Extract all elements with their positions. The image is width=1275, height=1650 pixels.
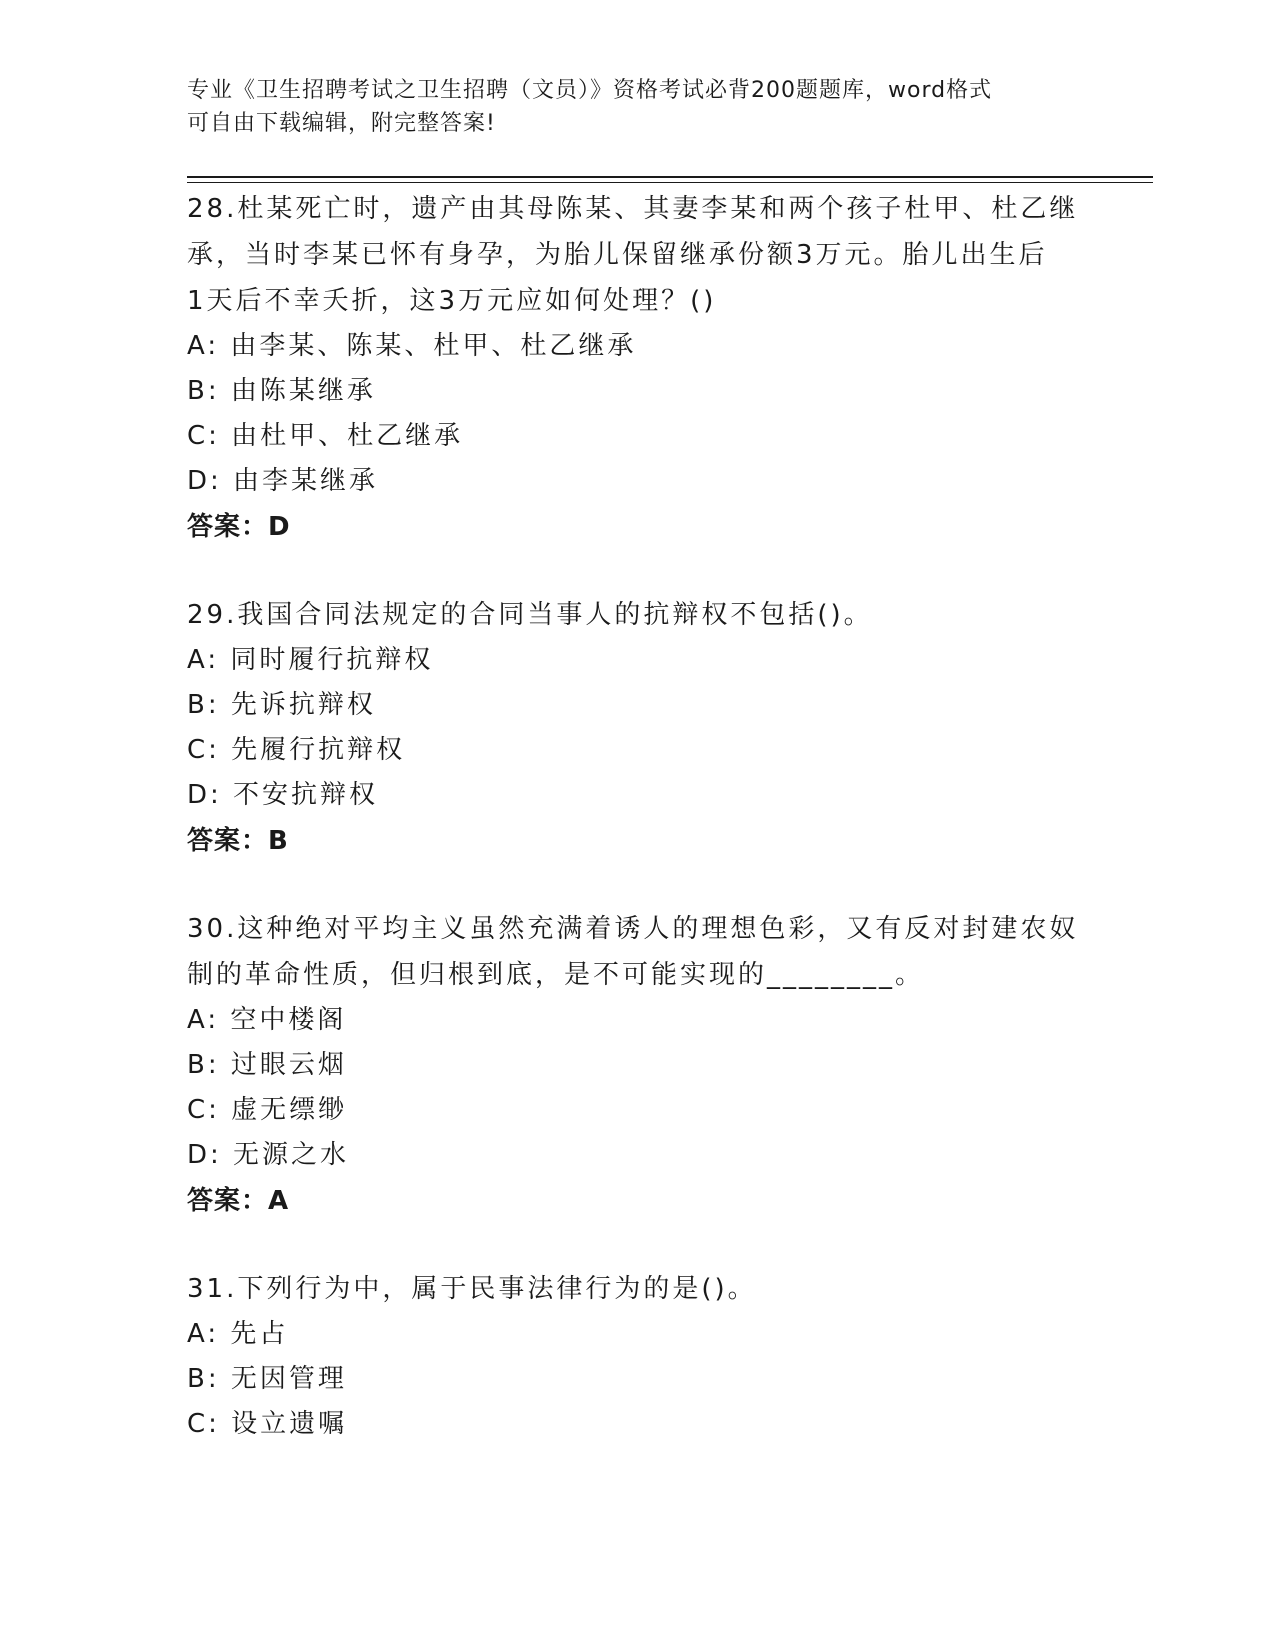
option-a: A: 由李某、陈某、杜甲、杜乙继承 — [187, 331, 637, 361]
question-stem — [187, 906, 1087, 998]
question-30 — [187, 906, 1087, 1224]
question-28 — [187, 186, 1087, 550]
option-c: C: 虚无缥缈 — [187, 1095, 348, 1125]
question-stem — [187, 1266, 1087, 1312]
header-line-1: 专业《卫生招聘考试之卫生招聘（文员）》资格考试必背200题题库，word格式 — [187, 78, 993, 103]
option-d: D: 不安抗辩权 — [187, 780, 379, 810]
question-29 — [187, 592, 1087, 864]
stem-line: 1天后不幸夭折，这3万元应如何处理？() — [187, 286, 717, 316]
option-b: B: 先诉抗辩权 — [187, 690, 376, 720]
stem-line: 31.下列行为中，属于民事法律行为的是()。 — [187, 1274, 757, 1304]
option-c: C: 由杜甲、杜乙继承 — [187, 421, 464, 451]
answer-label: 答案：A — [187, 1186, 290, 1216]
option-c: C: 先履行抗辩权 — [187, 735, 406, 765]
option-a: A: 先占 — [187, 1319, 289, 1349]
option-d: D: 无源之水 — [187, 1140, 350, 1170]
answer-label: 答案：B — [187, 826, 289, 856]
option-d: D: 由李某继承 — [187, 466, 379, 496]
stem-line: 30.这种绝对平均主义虽然充满着诱人的理想色彩，又有反对封建农奴 — [187, 914, 1079, 944]
option-b: B: 由陈某继承 — [187, 376, 376, 406]
option-b: B: 无因管理 — [187, 1364, 347, 1394]
header-divider-thin — [187, 182, 1153, 183]
question-stem — [187, 186, 1087, 324]
stem-line: 28.杜某死亡时，遗产由其母陈某、其妻李某和两个孩子杜甲、杜乙继 — [187, 194, 1079, 224]
stem-line: 承，当时李某已怀有身孕，为胎儿保留继承份额3万元。胎儿出生后 — [187, 240, 1048, 270]
header-divider-thick — [187, 176, 1153, 178]
option-b: B: 过眼云烟 — [187, 1050, 347, 1080]
option-a: A: 同时履行抗辩权 — [187, 645, 434, 675]
stem-line: 制的革命性质，但归根到底，是不可能实现的________。 — [187, 960, 925, 990]
document-header — [187, 74, 1087, 140]
option-a: A: 空中楼阁 — [187, 1005, 347, 1035]
question-31 — [187, 1266, 1087, 1447]
answer-label: 答案：D — [187, 512, 291, 542]
stem-line: 29.我国合同法规定的合同当事人的抗辩权不包括()。 — [187, 600, 873, 630]
option-c: C: 设立遗嘱 — [187, 1409, 348, 1439]
question-list — [187, 186, 1087, 1489]
question-stem — [187, 592, 1087, 638]
header-line-2: 可自由下载编辑，附完整答案! — [187, 111, 496, 136]
